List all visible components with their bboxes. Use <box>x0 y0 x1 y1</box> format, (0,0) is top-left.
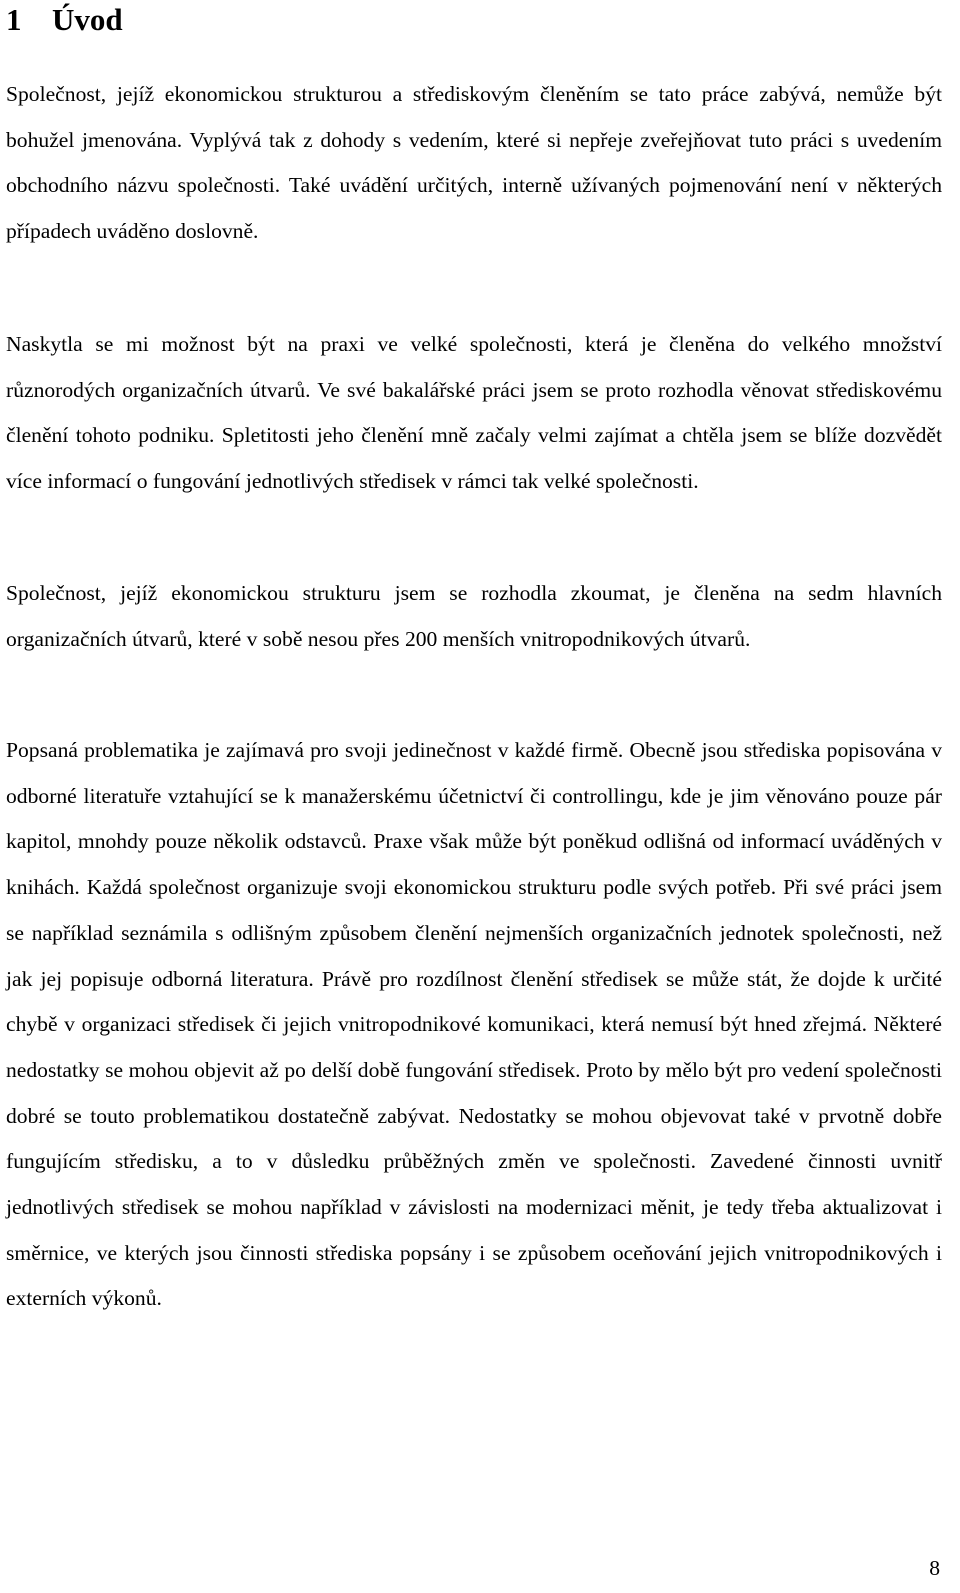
chapter-number: 1 <box>6 2 22 37</box>
paragraph-company-anonymity: Společnost, jejíž ekonomickou strukturou a střediskovým členěním se tato práce zabývá, nemůže být bohužel jmenována. Vyplývá tak z dohody s vedením, které si nepřeje zveřejňovat tuto práci s uvedením obchodního názvu společnosti. Také uvádění určitých, interně užívaných pojmenování není v některých případech uváděno doslovně. <box>6 82 942 244</box>
paragraph-company-structure: Společnost, jejíž ekonomickou strukturu jsem se rozhodla zkoumat, je členěna na sedm hlavních organizačních útvarů, které v sobě nesou přes 200 menších vnitropodnikových útvarů. <box>6 581 942 651</box>
paragraph-motivation: Naskytla se mi možnost být na praxi ve velké společnosti, která je členěna do velkého množství různorodých organizačních útvarů. Ve své bakalářské práci jsem se proto rozhodla věnovat střediskovému členění tohoto podniku. Spletitosti jeho členění mně začaly velmi zajímat a chtěla jsem se blíže dozvědět více informací o fungování jednotlivých středisek v rámci tak velké společnosti. <box>6 332 942 494</box>
paragraph-problem-statement: Popsaná problematika je zajímavá pro svoji jedinečnost v každé firmě. Obecně jsou střediska popisována v odborné literatuře vztahující se k manažerskému účetnictví či controllingu, kde je jim věnováno pouze pár kapitol, mnohdy pouze několik odstavců. Praxe však může být poněkud odlišná od informací uváděných v knihách. Každá společnost organizuje svoji ekonomickou strukturu podle svých potřeb. Při své práci jsem se například seznámila s odlišným způsobem členění nejmenších organizačních jednotek společnosti, než jak jej popisuje odborná literatura. Právě pro rozdílnost členění středisek se může stát, že dojde k určité chybě v organizaci středisek či jejich vnitropodnikové komunikaci, která nemusí být hned zřejmá. Některé nedostatky se mohou objevit až po delší době fungování středisek. Proto by mělo být pro vedení společnosti dobré se touto problematikou dostatečně zabývat. Nedostatky se mohou objevovat také v prvotně dobře fungujícím středisku, a to v důsledku průběžných změn ve společnosti. Zavedené činnosti uvnitř jednotlivých středisek se mohou například v závislosti na modernizaci měnit, je tedy třeba aktualizovat i směrnice, ve kterých jsou činnosti střediska popsány i se způsobem oceňování jejich vnitropodnikových i externích výkonů. <box>6 738 942 1311</box>
chapter-heading <box>6 2 123 38</box>
page-number: 8 <box>929 1556 940 1580</box>
chapter-title: Úvod <box>52 2 123 37</box>
